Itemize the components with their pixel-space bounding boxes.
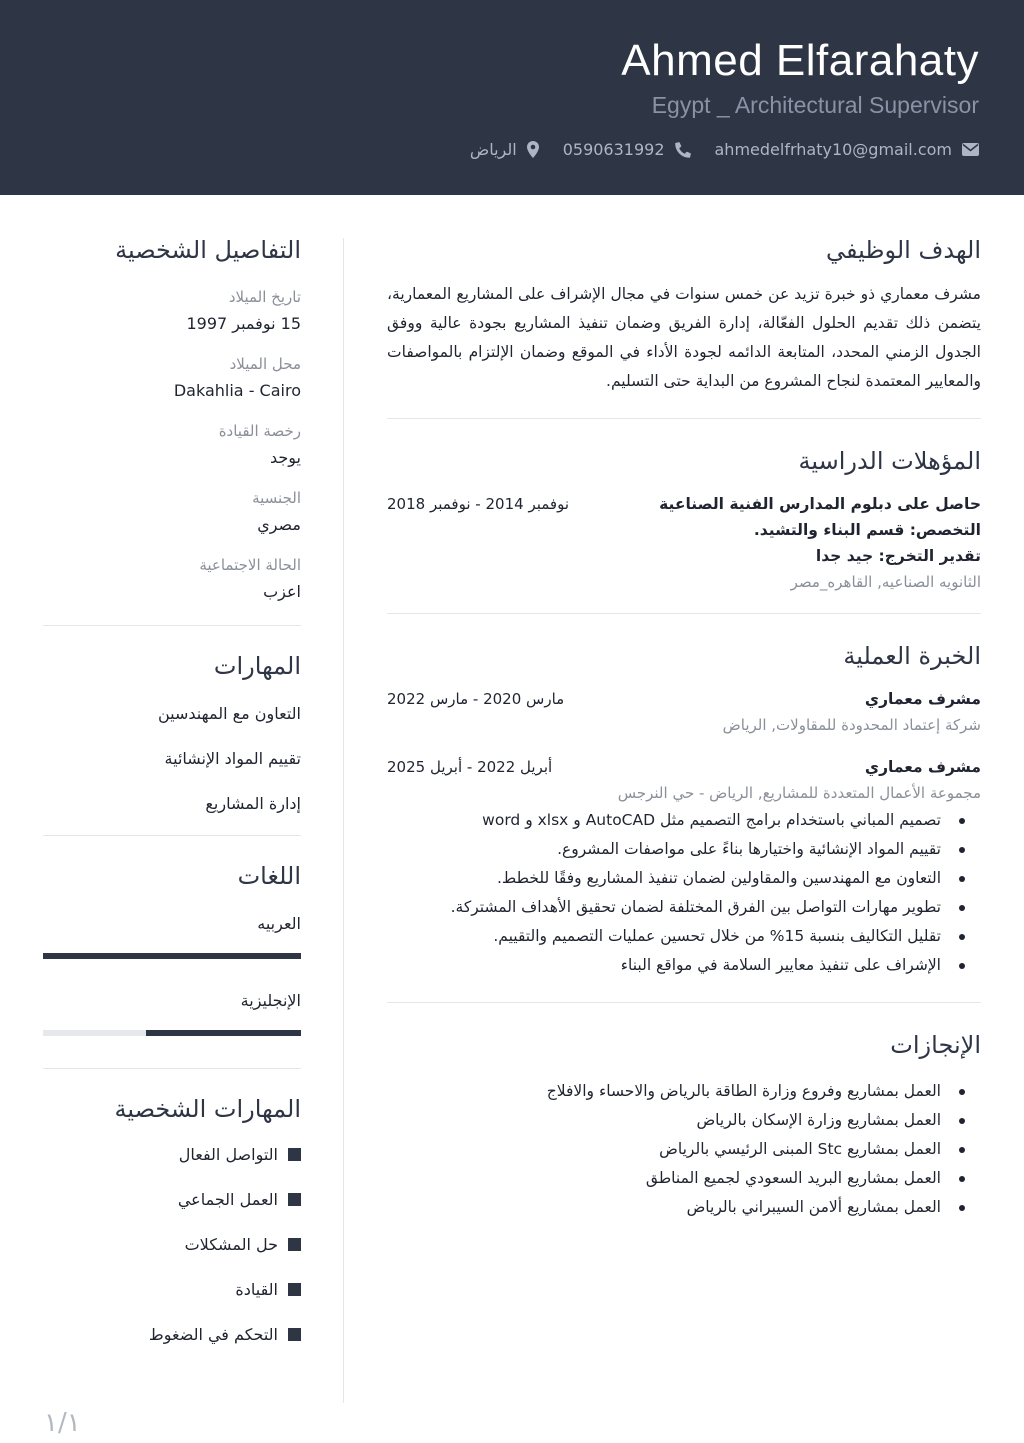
candidate-name: Ahmed Elfarahaty <box>621 36 979 85</box>
soft-skill-label: العمل الجماعي <box>177 1190 278 1209</box>
job-dates: أبريل 2022 - أبريل 2025 <box>387 758 553 776</box>
phone-icon <box>675 142 691 158</box>
section-divider <box>387 1002 981 1003</box>
education-dates: نوفمبر 2014 - نوفمبر 2018 <box>387 495 570 513</box>
soft-skill-label: التحكم في الضغوط <box>148 1325 278 1344</box>
detail-label: تاريخ الميلاد <box>228 288 301 306</box>
achievements-section <box>387 1031 981 1222</box>
phone-text: 0590631992 <box>562 140 665 159</box>
soft-skills-section <box>43 1095 301 1344</box>
main-column <box>387 236 981 1222</box>
list-item: تقييم المواد الإنشائية واختيارها بناءً على مواصفات المشروع. <box>387 835 981 864</box>
job-entry <box>387 758 981 980</box>
list-item: العمل بمشاريع وزارة الإسكان بالرياض <box>387 1106 981 1135</box>
side-column <box>43 236 301 1344</box>
detail-label: الجنسية <box>252 489 301 507</box>
section-divider <box>387 418 981 419</box>
email-text: ahmedelfrhaty10@gmail.com <box>714 140 952 159</box>
detail-label: رخصة القيادة <box>218 422 301 440</box>
education-school: الثانويه الصناعيه, القاهره_مصر <box>790 573 981 591</box>
square-bullet-icon <box>288 1148 301 1161</box>
list-item: التعاون مع المهندسين والمقاولين لضمان تنفيذ المشاريع وفقًا للخطط. <box>387 864 981 893</box>
objective-text: مشرف معماري ذو خبرة تزيد عن خمس سنوات في مجال الإشراف على المشاريع المعمارية، يتضمن ذلك تقديم الحلول الفعّالة، إدارة الفريق وضمان تنفيذ المشاريع بجودة عالية ووفق الجدول الزمني المحدد، المتابعة الدائمه لجودة الأداء في الموقع وضمان الإلتزام بالمواصفات والمعايير المعتمدة لنجاح المشروع من البداية حتى التسليم. <box>387 285 981 390</box>
detail-value: اعزب <box>263 582 301 601</box>
soft-skills-title: المهارات الشخصية <box>114 1095 301 1123</box>
education-specialization: التخصص: قسم البناء والتشيد. <box>753 521 981 539</box>
language-name: الإنجليزية <box>240 991 301 1010</box>
skills-title: المهارات <box>213 652 301 680</box>
detail-label: الحالة الاجتماعية <box>199 556 301 574</box>
language-level-fill <box>43 953 301 959</box>
section-divider <box>43 1068 301 1069</box>
job-role: مشرف معماري <box>864 758 981 776</box>
soft-skill-item <box>43 1235 301 1254</box>
language-level-bar <box>43 1030 301 1036</box>
languages-section <box>43 862 301 1036</box>
job-role: مشرف معماري <box>864 690 981 708</box>
language-level-fill <box>146 1030 301 1036</box>
contact-bar <box>470 140 979 159</box>
detail-value: Dakahlia - Cairo <box>173 381 301 400</box>
section-divider <box>43 835 301 836</box>
education-degree: حاصل على دبلوم المدارس الفنية الصناعية <box>659 495 981 513</box>
personal-details-section <box>43 236 301 601</box>
page-number: ١/١ <box>44 1408 81 1438</box>
personal-title: التفاصيل الشخصية <box>115 236 301 264</box>
experience-section <box>387 642 981 980</box>
square-bullet-icon <box>288 1328 301 1341</box>
contact-location <box>470 140 539 159</box>
soft-skill-label: التواصل الفعال <box>178 1145 278 1164</box>
education-section <box>387 447 981 591</box>
job-company: مجموعة الأعمال المتعددة للمشاريع, الرياض - حي النرجس <box>617 784 981 802</box>
soft-skill-item <box>43 1145 301 1164</box>
contact-email[interactable] <box>715 140 980 159</box>
list-item: العمل بمشاريع البريد السعودي لجميع المناطق <box>387 1164 981 1193</box>
experience-title: الخبرة العملية <box>843 642 981 670</box>
detail-birthdate <box>43 288 301 333</box>
achievements-title: الإنجازات <box>890 1031 981 1059</box>
candidate-subtitle: Egypt _ Architectural Supervisor <box>651 92 979 118</box>
soft-skill-item <box>43 1190 301 1209</box>
list-item: الإشراف على تنفيذ معايير السلامة في مواقع البناء <box>387 951 981 980</box>
list-item: تطوير مهارات التواصل بين الفرق المختلفة لضمان تحقيق الأهداف المشتركة. <box>387 893 981 922</box>
detail-value: 15 نوفمبر 1997 <box>186 314 301 333</box>
job-bullets <box>387 806 981 980</box>
education-title: المؤهلات الدراسية <box>798 447 981 475</box>
education-row <box>387 495 981 513</box>
skill-item: التعاون مع المهندسين <box>157 704 301 723</box>
section-divider <box>387 613 981 614</box>
objective-section <box>387 236 981 396</box>
job-entry <box>387 690 981 734</box>
detail-marital-status <box>43 556 301 601</box>
job-header <box>387 758 981 776</box>
map-pin-icon <box>527 141 539 158</box>
list-item: العمل بمشاريع وفروع وزارة الطاقة بالرياض والاحساء والافلاج <box>387 1077 981 1106</box>
section-divider <box>43 625 301 626</box>
detail-label: محل الميلاد <box>229 355 301 373</box>
language-name: العربيه <box>257 914 301 933</box>
detail-value: مصري <box>257 515 301 534</box>
languages-title: اللغات <box>237 862 301 890</box>
contact-phone[interactable] <box>563 140 691 159</box>
soft-skill-item <box>43 1325 301 1344</box>
list-item: تصميم المباني باستخدام برامج التصميم مثل AutoCAD و xlsx و word <box>387 806 981 835</box>
list-item: العمل بمشاريع Stc المبنى الرئيسي بالرياض <box>387 1135 981 1164</box>
language-level-bar <box>43 953 301 959</box>
list-item: العمل بمشاريع ألامن السيبراني بالرياض <box>387 1193 981 1222</box>
job-header <box>387 690 981 708</box>
achievements-list <box>387 1077 981 1222</box>
location-text: الرياض <box>469 140 517 159</box>
job-company: شركة إعتماد المحدودة للمقاولات, الرياض <box>722 716 981 734</box>
detail-nationality <box>43 489 301 534</box>
detail-value: يوجد <box>269 448 301 467</box>
column-divider <box>343 238 344 1403</box>
soft-skill-label: حل المشكلات <box>184 1235 278 1254</box>
envelope-icon <box>962 143 979 156</box>
square-bullet-icon <box>288 1283 301 1296</box>
objective-title: الهدف الوظيفي <box>825 236 981 264</box>
skill-item: تقييم المواد الإنشائية <box>164 749 301 768</box>
soft-skill-item <box>43 1280 301 1299</box>
resume-header <box>0 0 1024 195</box>
soft-skill-label: القيادة <box>235 1280 278 1299</box>
detail-license <box>43 422 301 467</box>
detail-birthplace <box>43 355 301 400</box>
square-bullet-icon <box>288 1238 301 1251</box>
skills-section <box>43 652 301 813</box>
square-bullet-icon <box>288 1193 301 1206</box>
education-grade: تقدير التخرج: جيد جدا <box>815 547 981 565</box>
list-item: تقليل التكاليف بنسبة 15% من خلال تحسين عمليات التصميم والتقييم. <box>387 922 981 951</box>
job-dates: مارس 2020 - مارس 2022 <box>387 690 565 708</box>
skill-item: إدارة المشاريع <box>205 794 301 813</box>
